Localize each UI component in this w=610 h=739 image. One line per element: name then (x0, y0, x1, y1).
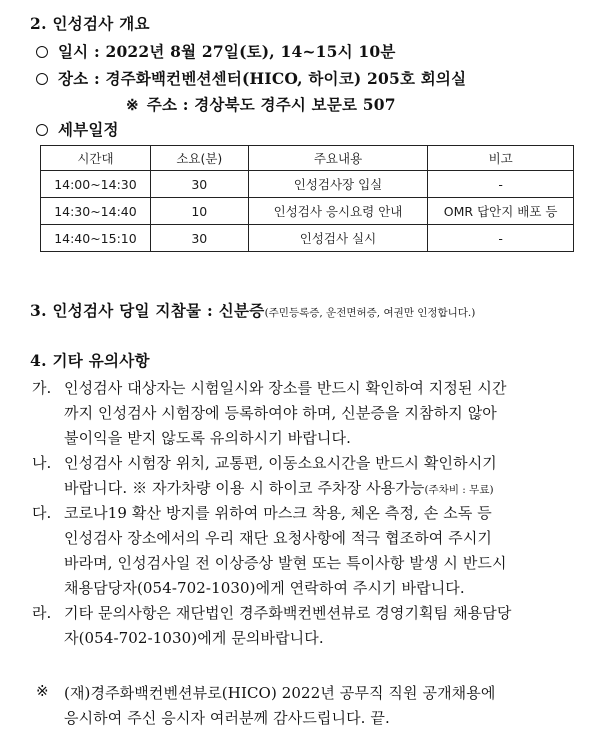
id-note: (주민등록증, 운전면허증, 여권만 인정합니다.) (264, 307, 476, 319)
circle-bullet-icon (36, 124, 48, 136)
cell-remarks: - (428, 171, 574, 198)
item-mark: 가. (32, 379, 52, 397)
header-remarks: 비고 (428, 146, 574, 171)
cell-time: 14:40~15:10 (41, 225, 151, 252)
date-text: 일시 : 2022년 8월 27일(토), 14~15시 10분 (58, 42, 396, 61)
closing-line-2: 응시하여 주신 응시자 여러분께 감사드립니다. 끝. (64, 709, 390, 727)
item-d-line-2: 자(054-702-1030)에게 문의바랍니다. (64, 629, 324, 647)
item-c-line-2: 인성검사 장소에서의 우리 재단 요청사항에 적극 협조하여 주시기 (64, 529, 493, 547)
item-a-line-3: 불이익을 받지 않도록 유의하시기 바랍니다. (64, 429, 351, 447)
item-b-line-2-text: 바랍니다. ※ 자가차량 이용 시 하이코 주차장 사용가능 (64, 479, 425, 497)
place-line (36, 67, 466, 89)
item-a-line-1: 인성검사 대상자는 시험일시와 장소를 반드시 확인하여 지정된 시간 (64, 379, 507, 397)
cell-time: 14:00~14:30 (41, 171, 151, 198)
section-2-title: 2. 인성검사 개요 (30, 14, 150, 33)
place-text: 장소 : 경주화백컨벤션센터(HICO, 하이코) 205호 회의실 (58, 69, 467, 88)
section-3-title (30, 299, 475, 321)
item-mark: 라. (32, 604, 52, 622)
cell-time: 14:30~14:40 (41, 198, 151, 225)
cell-duration: 10 (150, 198, 248, 225)
cell-duration: 30 (150, 171, 248, 198)
header-content: 주요내용 (248, 146, 428, 171)
date-line (36, 40, 396, 62)
closing-line-1: (재)경주화백컨벤션뷰로(HICO) 2022년 공무직 직원 공개채용에 (64, 684, 496, 702)
section-3-title-text: 3. 인성검사 당일 지참물 : 신분증 (30, 301, 265, 320)
cell-content: 인성검사 응시요령 안내 (248, 198, 428, 225)
address-line (126, 93, 396, 115)
schedule-table (40, 145, 574, 252)
table-header-row (41, 146, 574, 171)
item-b-line-1: 인성검사 시험장 위치, 교통편, 이동소요시간을 반드시 확인하시기 (64, 454, 497, 472)
table-row (41, 225, 574, 252)
parking-fee-note: (주차비 : 무료) (424, 484, 494, 496)
cell-remarks: - (428, 225, 574, 252)
circle-bullet-icon (36, 46, 48, 58)
item-mark: 다. (32, 504, 52, 522)
header-time: 시간대 (41, 146, 151, 171)
cell-content: 인성검사 실시 (248, 225, 428, 252)
item-c-line-1: 코로나19 확산 방지를 위하여 마스크 착용, 체온 측정, 손 소독 등 (64, 504, 492, 522)
schedule-label: 세부일정 (58, 120, 119, 139)
circle-bullet-icon (36, 73, 48, 85)
section-4-title: 4. 기타 유의사항 (30, 351, 150, 370)
cell-remarks: OMR 답안지 배포 등 (428, 198, 574, 225)
item-a-line-2: 까지 인성검사 시험장에 등록하여야 하며, 신분증을 지참하지 않아 (64, 404, 497, 422)
closing-mark: ※ (36, 682, 49, 700)
reference-mark: ※ (126, 96, 139, 114)
item-b-line-2 (64, 477, 494, 498)
header-duration: 소요(분) (150, 146, 248, 171)
table-row (41, 198, 574, 225)
item-c-line-3: 바라며, 인성검사일 전 이상증상 발현 또는 특이사항 발생 시 반드시 (64, 554, 507, 572)
item-mark: 나. (32, 454, 52, 472)
cell-duration: 30 (150, 225, 248, 252)
item-d-line-1: 기타 문의사항은 재단법인 경주화백컨벤션뷰로 경영기획팀 채용담당 (64, 604, 512, 622)
schedule-label-line (36, 118, 119, 140)
address-text: 주소 : 경상북도 경주시 보문로 507 (146, 95, 396, 114)
table-row (41, 171, 574, 198)
cell-content: 인성검사장 입실 (248, 171, 428, 198)
item-c-line-4: 채용담당자(054-702-1030)에게 연락하여 주시기 바랍니다. (64, 579, 465, 597)
